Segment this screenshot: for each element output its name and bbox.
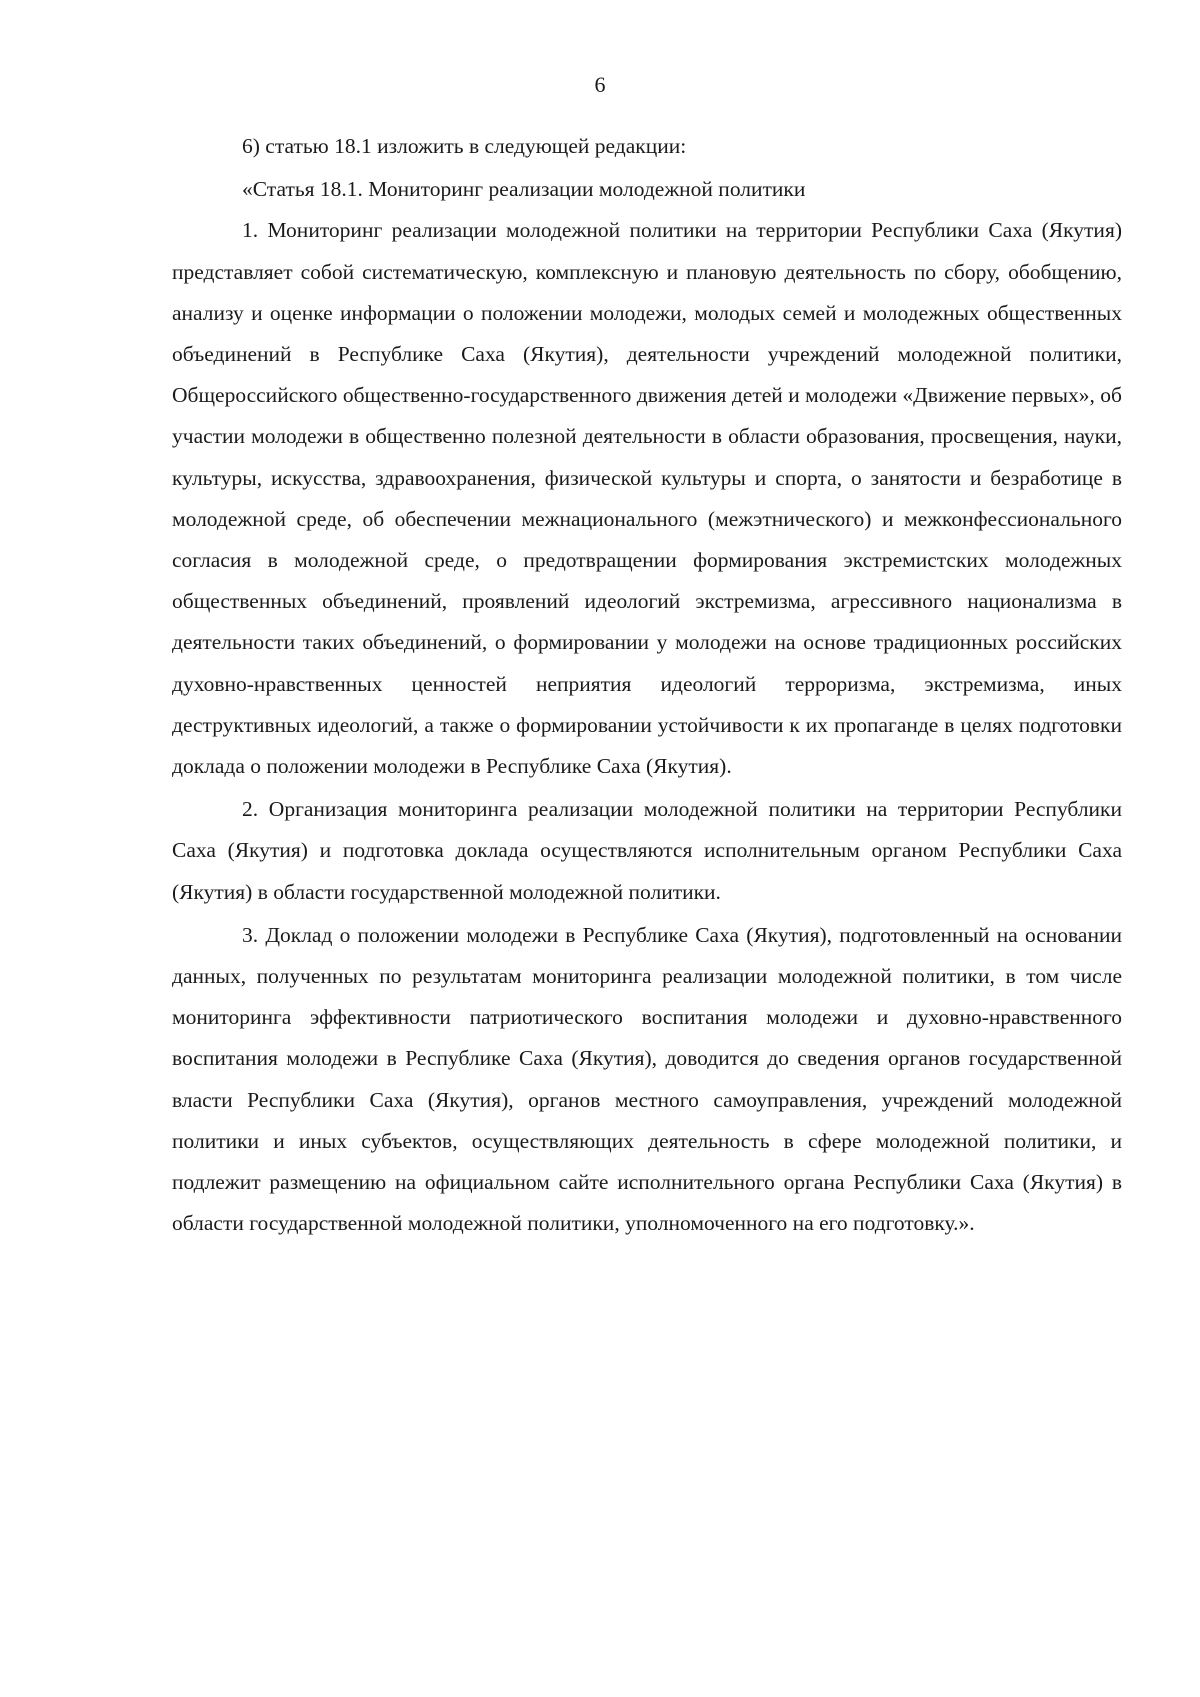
article-heading: «Статья 18.1. Мониторинг реализации молодежной политики [242,177,806,202]
document-body [172,126,1122,1244]
article-item-2: 2. Организация мониторинга реализации молодежной политики на территории Республики Саха (Якутия) и подготовка доклада осуществляются исполнительным органом Республики Саха (Якутия) в области государственной молодежной политики. [172,797,1122,904]
article-item-1: 1. Мониторинг реализации молодежной политики на территории Республики Саха (Якутия) представляет собой систематическую, комплексную и плановую деятельность по сбору, обобщению, анализу и оценке информации о положении молодежи, молодых семей и молодежных общественных объединений в Республике Саха (Якутия), деятельности учреждений молодежной политики, Общероссийского общественно-государственного движения детей и молодежи «Движение первых», об участии молодежи в общественно полезной деятельности в области образования, просвещения, науки, культуры, искусства, здравоохранения, физической культуры и спорта, о занятости и безработице в молодежной среде, об обеспечении межнационального (межэтнического) и межконфессионального согласия в молодежной среде, о предотвращении формирования экстремистских молодежных общественных объединений, проявлений идеологий экстремизма, агрессивного национализма в деятельности таких объединений, о формировании у молодежи на основе традиционных российских духовно-нравственных ценностей неприятия идеологий терроризма, экстремизма, иных деструктивных идеологий, а также о формировании устойчивости к их пропаганде в целях подготовки доклада о положении молодежи в Республике Саха (Якутия). [172,218,1122,779]
article-item-3: 3. Доклад о положении молодежи в Республике Саха (Якутия), подготовленный на основании данных, полученных по результатам мониторинга реализации молодежной политики, в том числе мониторинга эффективности патриотического воспитания молодежи и духовно-нравственного воспитания молодежи в Республике Саха (Якутия), доводится до сведения органов государственной власти Республики Саха (Якутия), органов местного самоуправления, учреждений молодежной политики и иных субъектов, осуществляющих деятельность в сфере молодежной политики, и подлежит размещению на официальном сайте исполнительного органа Республики Саха (Якутия) в области государственной молодежной политики, уполномоченного на его подготовку.». [172,922,1122,1236]
amendment-instruction: 6) статью 18.1 изложить в следующей редакции: [242,134,687,158]
page-number: 6 [594,72,606,97]
